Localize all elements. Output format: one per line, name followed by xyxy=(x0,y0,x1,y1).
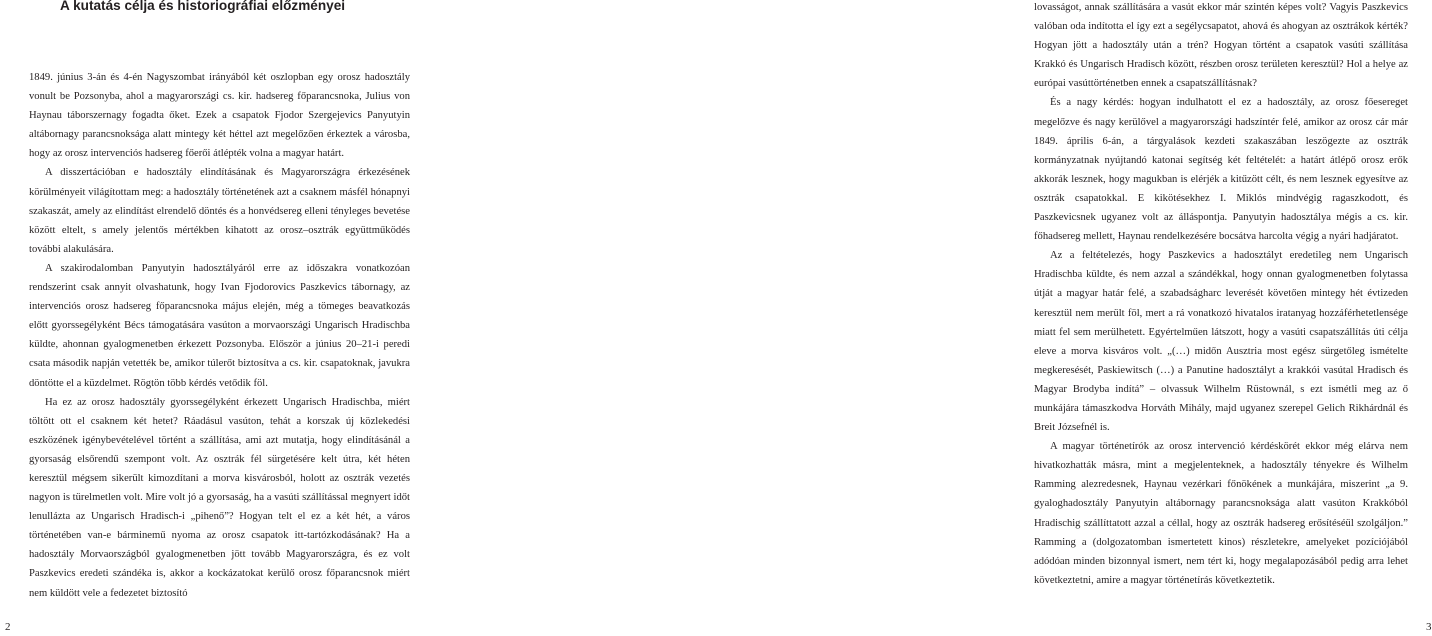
paragraph: A disszertációban e hadosztály elindításának és Magyarországra érkezésének körülményeit világítottam meg: a hadosztály történetének azt a csaknem másfél hónapnyi szakaszát, amely az elindítást elrendelő döntés és a honvédsereg elleni tényleges bevetése között eltelt, s amely jelentős mértékben kihatott az orosz–osztrák együttműködés további alakulására. xyxy=(29,167,410,255)
paragraph: A szakirodalomban Panyutyin hadosztályáról erre az időszakra vonatkozóan rendszerint csak annyit olvashatunk, hogy Ivan Fjodorovics Paszkevics tábornagy, az intervenciós orosz hadsereg főparancsnoka május elején, még a tömeges beavatkozás előtt gyorssegélyként Bécs támogatására vasúton a morvaországi Ungarisch Hradischba küldte, ahonnan gyalogmenetben érkezett Pozsonyba. Először a június 20–21-i peredi csata második napján vetették be, amikor túlerőt biztosítva a cs. kir. csapatoknak, javukra döntötte el a küzdelmet. Rögtön több kérdés vetődik föl. xyxy=(29,262,410,389)
paragraph: lovasságot, annak szállítására a vasút ekkor már szintén képes volt? Vagyis Paszkevics valóban oda indította el így ezt a segélycsapatot, ahová és ahogyan az osztrákok kérték? Hogyan jött a hadosztály után a trén? Hogyan történt a csapatok vasúti szállítása Krakkó és Ungarisch Hradisch között, részben orosz területen keresztül? Hol a helye az európai vasúttörténetben ennek a csapatszállításnak? xyxy=(1034,2,1408,90)
right-text-column xyxy=(1034,0,1408,590)
paragraph: És a nagy kérdés: hogyan indulhatott el ez a hadosztály, az orosz főesereget megelőzve és nagy kerülővel a magyarországi hadszíntér felé, amikor az orosz cár már 1849. április 6-án, a tárgyalások kezdeti szakaszában leszögezte az osztrák kormányzatnak nyújtandó katonai segítség két feltételét: a határt átlépő orosz erők akkorák lesznek, hogy magukban is elérjék a kitűzött célt, és nem lesznek egyesítve az osztrák csapatokkal. E kikötésekhez I. Miklós mindvégig ragaszkodott, és Paszkevicsnek ugyanez volt az álláspontja. Panyutyin hadosztálya mégis a cs. kir. főhadsereg mellett, Haynau rendelkezésére bocsátva harcolta végig a nyári hadjáratot. xyxy=(1034,97,1408,243)
paragraph: Ha ez az orosz hadosztály gyorssegélyként érkezett Ungarisch Hradischba, miért töltött ott el csaknem két hetet? Ráadásul vasúton, tehát a korszak új közlekedési eszközének igénybevételével történt a szállítása, ami azt mutatja, hogy elindításánál a gyorsaság elsőrendű szempont volt. Az osztrák fél sürgetésére kelt útra, két héten keresztül mégsem sikerült kimozdítani a morva kisvárosból, holott az osztrák vezetés nagyon is türelmetlen volt. Mire volt jó a gyorsaság, ha a vasúti szállítással megnyert időt lenullázta az Ungarisch Hradisch-i „pihenő”? Hogyan telt el ez a két hét, a város történetében van-e bárminemű nyoma az orosz csapatok itt-tartózkodásának? Ha a hadosztály Morvaországból gyalogmenetben jött tovább Magyarországra, és ez volt Paszkevics eredeti szándéka is, akkor a kockázatokat kerülő orosz főparancsnok miért nem küldött vele a fedezetet biztosító xyxy=(29,396,410,599)
right-page xyxy=(480,0,1432,636)
page-number: 2 xyxy=(5,621,11,633)
chapter-title: A kutatás célja és historiográfiai előzményei xyxy=(60,0,346,13)
paragraph: Az a feltételezés, hogy Paszkevics a hadosztályt eredetileg nem Ungarisch Hradischba küldte, és nem azzal a szándékkal, hogy onnan gyalogmenetben folytassa útját a magyar határ felé, a szabadságharc leverését követően mintegy hét évtizeden keresztül nem merült föl, mert a rá vonatkozó hivatalos iratanyag hozzáférhetetlensége miatt fel sem merülhetett. Egyértelműen látszott, hogy a vasúti csapatszállítás úti célja eleve a morva kisváros volt. „(…) midőn Ausztria most egész sürgetőleg ismételte megkeresését, Paskiewitsch (…) a Panutine hadosztályt a krakkói vasútal Hradisch és Magyar Brodyba indítá” – olvassuk Wilhelm Rüstownál, s ezt ismétli meg az ő munkájára támaszkodva Horváth Mihály, majd ugyanez szerepel Gelich Rikhárdnál és Breit Józsefnél is. xyxy=(1034,250,1408,434)
left-page xyxy=(0,0,479,636)
page-number: 3 xyxy=(1426,621,1432,633)
paragraph: 1849. június 3-án és 4-én Nagyszombat irányából két oszlopban egy orosz hadosztály vonult be Pozsonyba, ahol a magyarországi cs. kir. hadsereg főparancsnoka, Julius von Haynau táborszernagy fogadta őket. Ezek a csapatok Fjodor Szergejevics Panyutyin altábornagy parancsnoksága alatt mintegy két héttel azt megelőzően érkeztek a városba, hogy az orosz intervenciós hadsereg főerői átlépték volna a magyar határt. xyxy=(29,72,410,160)
left-text-column xyxy=(29,68,410,603)
paragraph: A magyar történetírók az orosz intervenció kérdéskörét ekkor még elárva nem hivatkozhatták másra, mint a megjelenteknek, a hadosztály tényekre és Wilhelm Ramming alezredesnek, Haynau vezérkari főnökének a munkájára, miszerint „a 9. gyaloghadosztály Panyutyin altábornagy parancsnoksága alatt vasúton Krakkóból Hradischig szállíttatott azzal a céllal, hogy az osztrák hadsereg erősítéséül szolgáljon.” Ramming a (dolgozatomban ismertetett kinos) részletekre, amelyeket pozíciójából adódóan minden bizonnyal ismert, nem tért ki, hogy megalapozásából pedig arra lehet következtetni, amire a magyar történetírás következtetik. xyxy=(1034,441,1408,586)
